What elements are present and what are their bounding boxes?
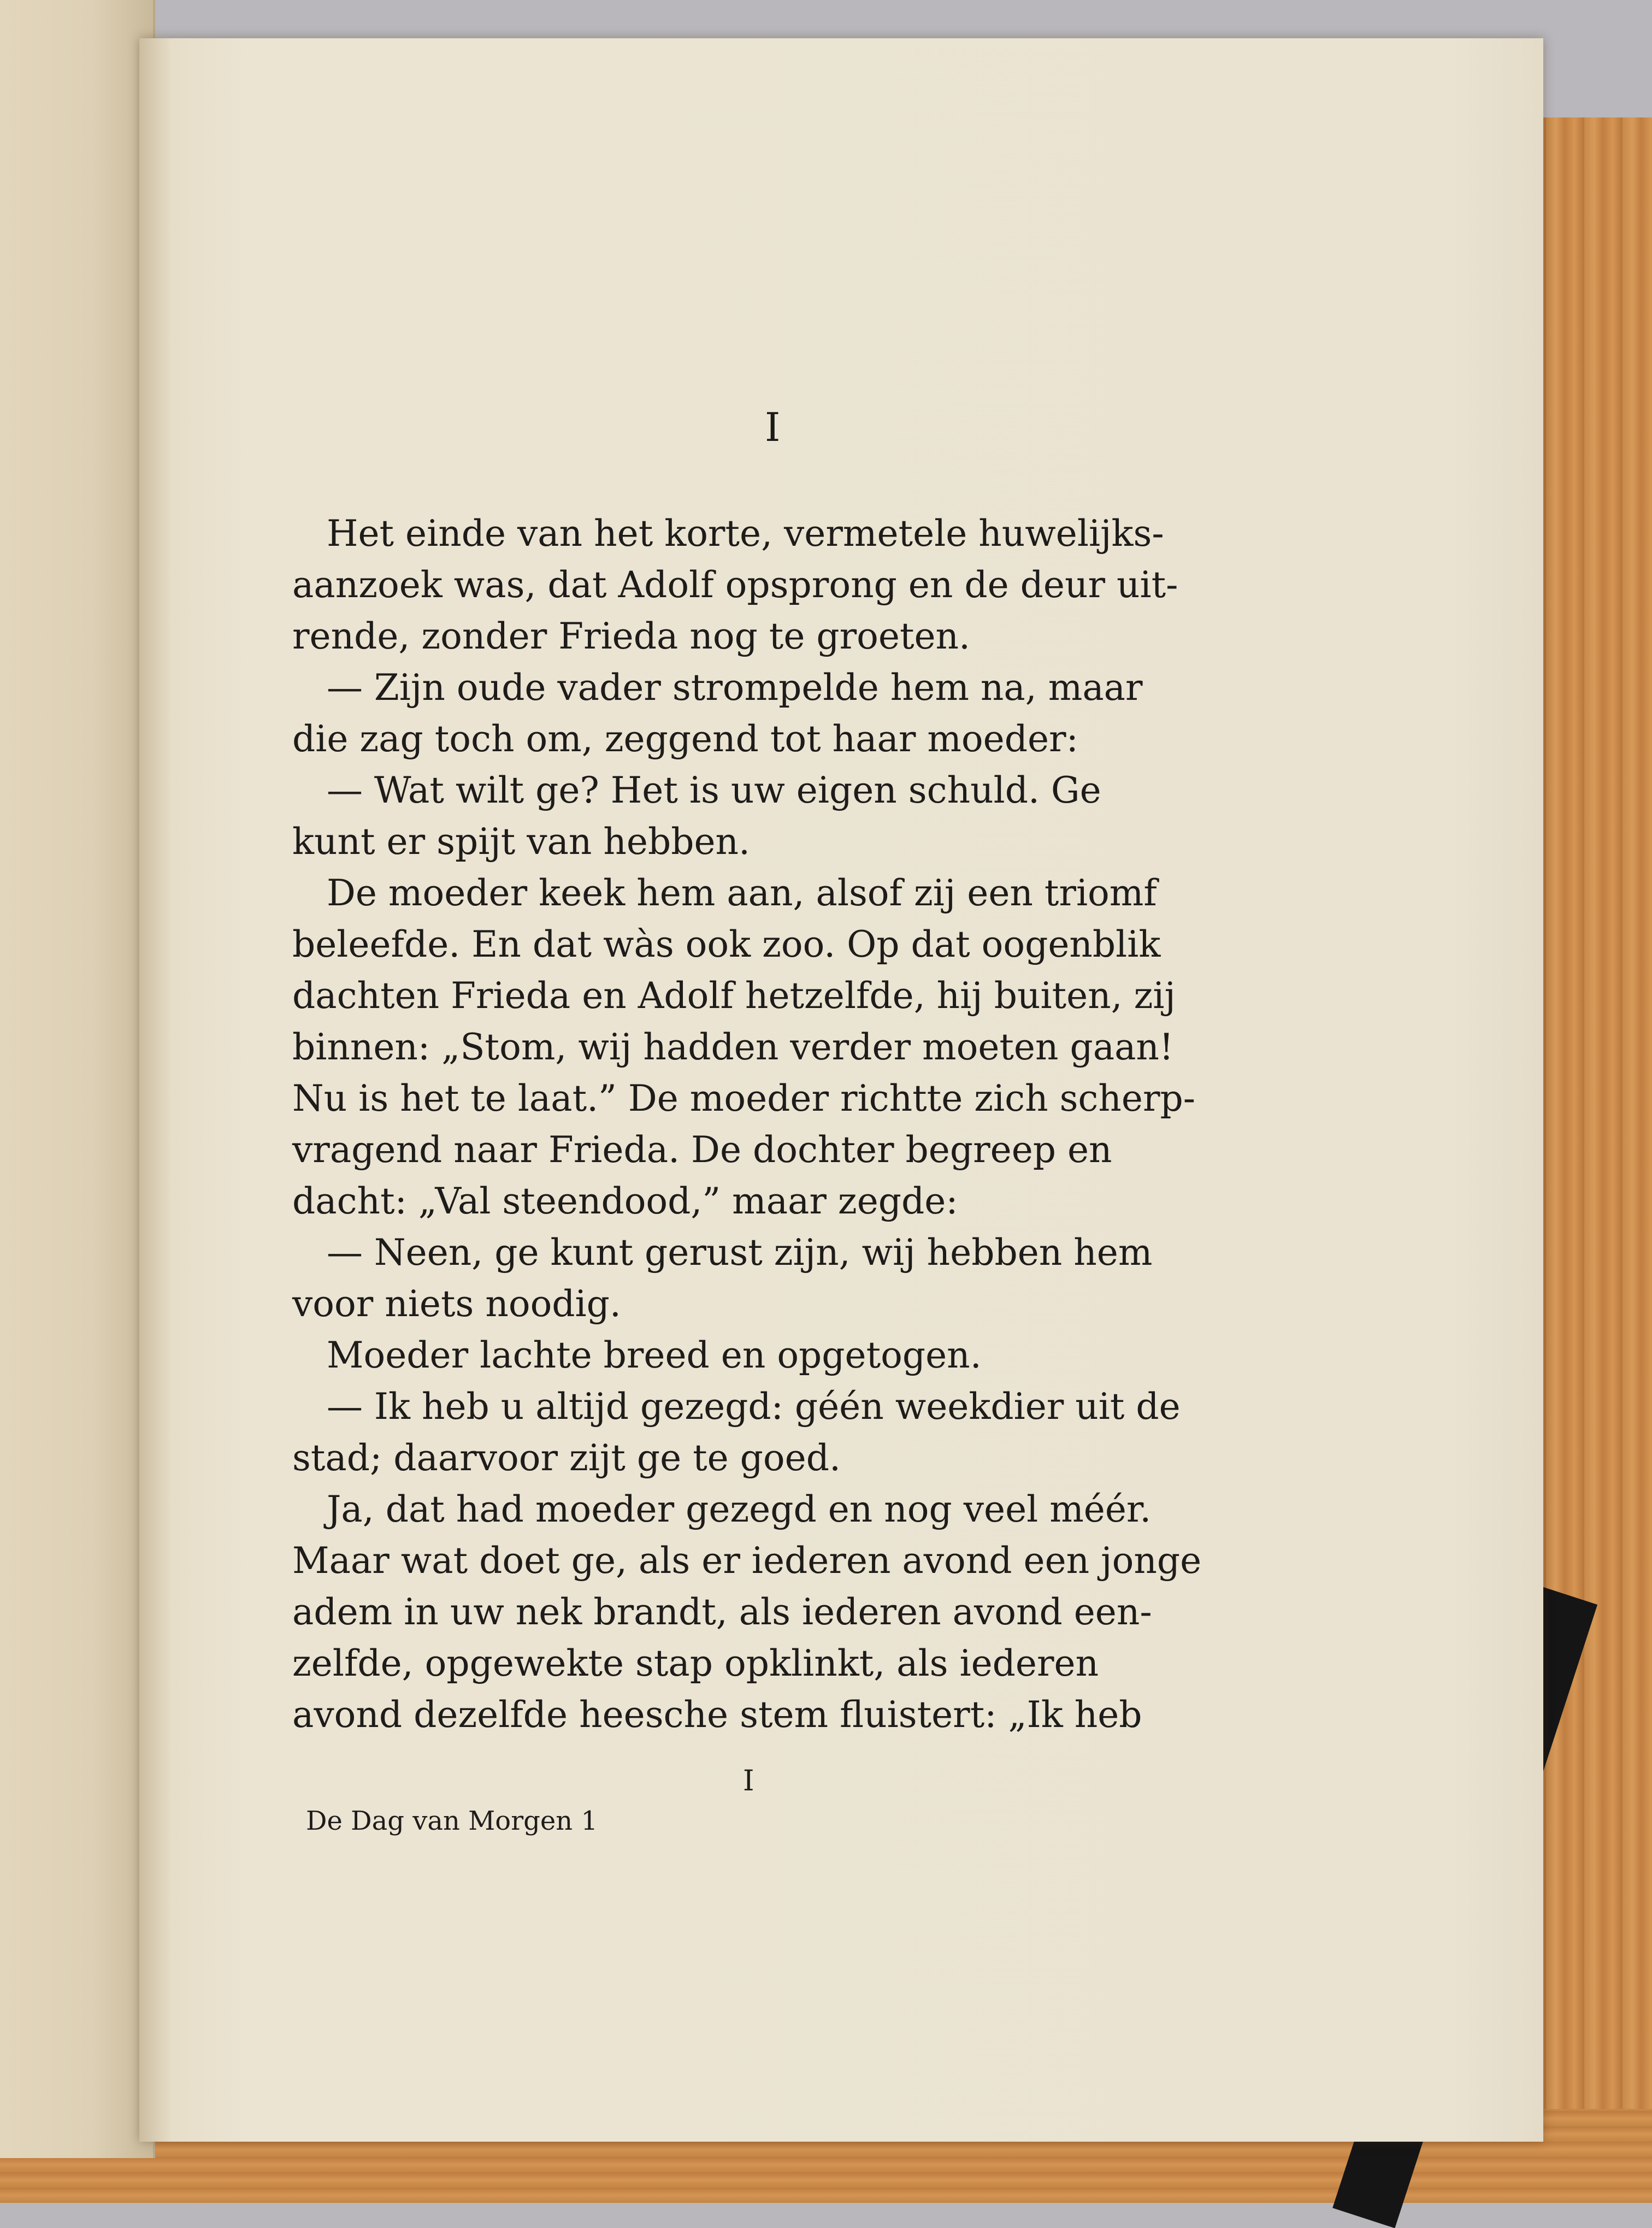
left-page-edge: [0, 0, 155, 2158]
text-line: Ja, dat had moeder gezegd en nog veel méér.: [292, 1488, 1152, 1530]
text-line: die zag toch om, zeggend tot haar moeder:: [292, 718, 1078, 760]
text-line: — Zijn oude vader strompelde hem na, maar: [292, 667, 1143, 709]
body-text: [292, 508, 1221, 1741]
text-line: Maar wat doet ge, als er iederen avond een jonge: [292, 1540, 1202, 1582]
text-line: aanzoek was, dat Adolf opsprong en de deur uit-: [292, 564, 1178, 606]
text-line: avond dezelfde heesche stem fluistert: „Ik heb: [292, 1694, 1142, 1736]
text-line: dacht: „Val steendood,” maar zegde:: [292, 1180, 958, 1222]
text-line: rende, zonder Frieda nog te groeten.: [292, 615, 971, 657]
text-line: — Wat wilt ge? Het is uw eigen schuld. Ge: [292, 769, 1101, 811]
text-line: zelfde, opgewekte stap opklinkt, als iederen: [292, 1642, 1099, 1684]
text-line: — Neen, ge kunt gerust zijn, wij hebben hem: [292, 1231, 1153, 1274]
text-line: Het einde van het korte, vermetele huwelijks-: [292, 512, 1164, 555]
text-line: Moeder lachte breed en opgetogen.: [292, 1334, 982, 1376]
text-line: adem in uw nek brandt, als iederen avond een-: [292, 1591, 1152, 1633]
page-number: I: [743, 1765, 754, 1797]
text-line: vragend naar Frieda. De dochter begreep en: [292, 1129, 1112, 1171]
signature-mark: De Dag van Morgen 1: [306, 1806, 598, 1836]
text-line: beleefde. En dat wàs ook zoo. Op dat oogenblik: [292, 923, 1161, 965]
text-line: voor niets noodig.: [292, 1283, 621, 1325]
text-line: kunt er spijt van hebben.: [292, 821, 751, 863]
chapter-heading: I: [765, 404, 781, 450]
text-line: dachten Frieda en Adolf hetzelfde, hij buiten, zij: [292, 975, 1176, 1017]
text-line: binnen: „Stom, wij hadden verder moeten gaan!: [292, 1026, 1174, 1068]
text-line: Nu is het te laat.” De moeder richtte zich scherp-: [292, 1077, 1196, 1119]
text-line: stad; daarvoor zijt ge te goed.: [292, 1437, 841, 1479]
text-line: De moeder keek hem aan, alsof zij een triomf: [292, 872, 1157, 914]
text-line: — Ik heb u altijd gezegd: géén weekdier uit de: [292, 1386, 1181, 1428]
